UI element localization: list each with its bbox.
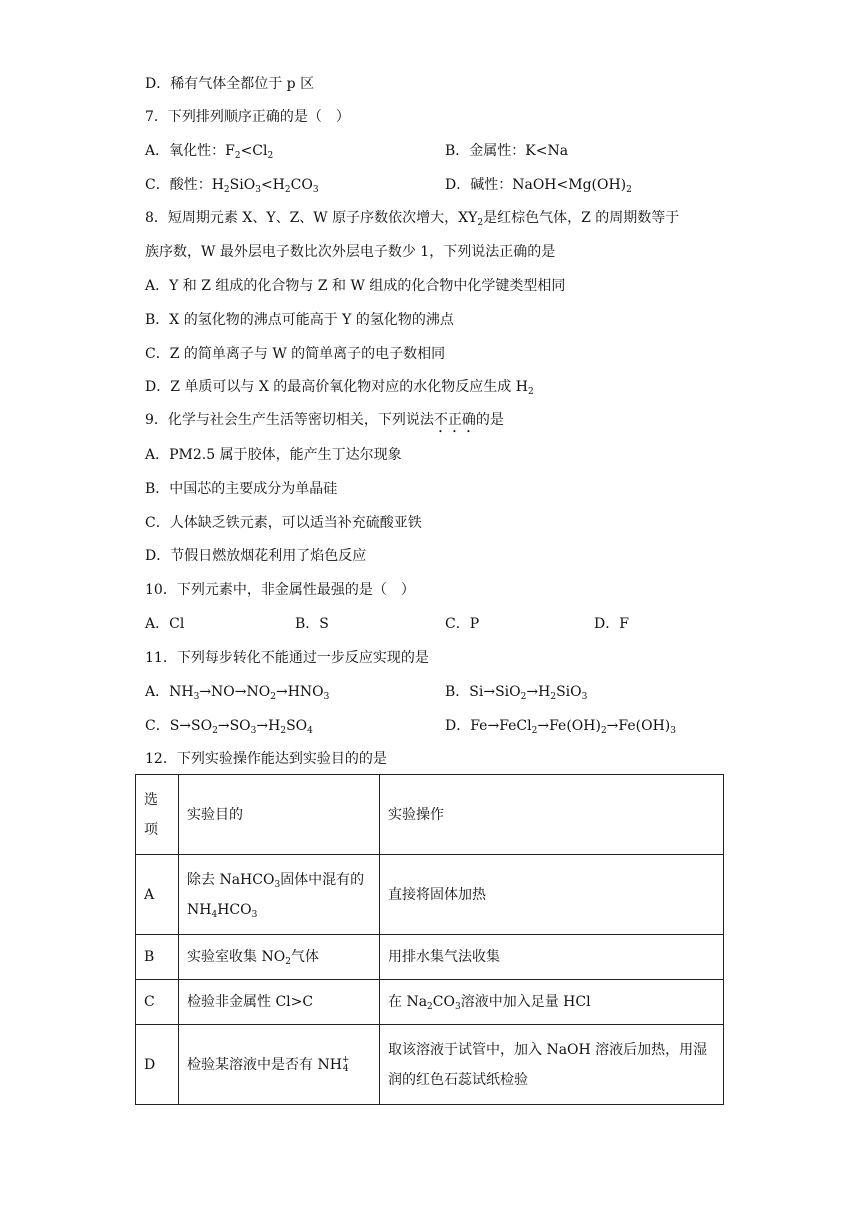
row-a-option: A — [136, 855, 179, 935]
q7-option-d: D．碱性：$NaOH<Mg(OH)_2$ — [445, 177, 632, 195]
q7-option-b: B．金属性：K<Na — [445, 143, 569, 159]
table-row — [136, 980, 724, 1025]
q8-option-a: A．Y 和 Z 组成的化合物与 Z 和 W 组成的化合物中化学键类型相同 — [145, 278, 566, 294]
q11-stem: 11．下列每步转化不能通过一步反应实现的是 — [145, 650, 429, 666]
q9-option-d: D．节假日燃放烟花利用了焰色反应 — [145, 548, 367, 564]
row-b-option: B — [136, 935, 179, 980]
q7-option-c: C．酸性：$H_2SiO_3<H_2CO_3$ — [145, 177, 319, 195]
row-d-operation: 取该溶液于试管中，加入 NaOH 溶液后加热，用湿 润的红色石蕊试纸检验 — [380, 1025, 724, 1105]
q10-option-d: D．F — [594, 616, 629, 632]
q12-table — [135, 774, 724, 1105]
q8-stem-line1: 8．短周期元素 X、Y、Z、W 原子序数依次增大，$XY_2$是红棕色气体，Z 的周期数等于 — [145, 210, 680, 228]
row-c-operation: 在 $Na_2CO_3$溶液中加入足量 HCl — [380, 980, 724, 1025]
header-operation: 实验操作 — [380, 775, 724, 855]
table-row — [136, 855, 724, 935]
q8-stem-line2: 族序数，W 最外层电子数比次外层电子数少 1，下列说法正确的是 — [145, 244, 556, 260]
header-option: 选 项 — [136, 775, 179, 855]
q9-option-c: C．人体缺乏铁元素，可以适当补充硫酸亚铁 — [145, 515, 422, 531]
q12-stem: 12．下列实验操作能达到实验目的的是 — [145, 751, 387, 767]
row-d-purpose: 检验某溶液中是否有 NH+ 4 — [179, 1025, 380, 1105]
row-b-operation: 用排水集气法收集 — [380, 935, 724, 980]
table-header-row — [136, 775, 724, 855]
row-b-purpose: 实验室收集 $NO_2$气体 — [179, 935, 380, 980]
table-row — [136, 935, 724, 980]
q8-option-c: C．Z 的简单离子与 W 的简单离子的电子数相同 — [145, 346, 446, 362]
table-row — [136, 1025, 724, 1105]
q10-stem: 10．下列元素中，非金属性最强的是（ ） — [145, 582, 415, 598]
q8-option-b: B．X 的氢化物的沸点可能高于 Y 的氢化物的沸点 — [145, 312, 454, 328]
q10-option-a: A．Cl — [145, 616, 185, 632]
q9-option-b: B．中国芯的主要成分为单晶硅 — [145, 481, 338, 497]
q11-option-a: A．$NH_3\to NO\to NO_2\to HNO_3$ — [145, 684, 330, 702]
q7-option-a: A．氧化性：$F_2<Cl_2$ — [145, 143, 274, 161]
q6-option-d: D．稀有气体全都位于 p 区 — [145, 76, 315, 92]
row-a-operation: 直接将固体加热 — [380, 855, 724, 935]
q7-stem: 7．下列排列顺序正确的是（ ） — [145, 109, 350, 125]
row-a-purpose: 除去 NaHCO$_3$固体中混有的 $NH_4HCO_3$ — [179, 855, 380, 935]
q10-option-b: B．S — [295, 616, 329, 632]
q8-option-d: D．Z 单质可以与 X 的最高价氧化物对应的水化物反应生成 $H_2$ — [145, 379, 534, 397]
emphasis-not-correct: 不正确 — [433, 412, 476, 428]
q9-stem: 9．化学与社会生产生活等密切相关，下列说法不正确的是 — [145, 412, 504, 428]
row-d-option: D — [136, 1025, 179, 1105]
row-c-purpose: 检验非金属性 Cl>C — [179, 980, 380, 1025]
row-c-option: C — [136, 980, 179, 1025]
q11-option-d: D．$Fe\to FeCl_2\to Fe(OH)_2\to Fe(OH)_3$ — [445, 718, 676, 736]
q11-option-c: C．$S\to SO_2\to SO_3\to H_2SO_4$ — [145, 718, 313, 736]
q9-option-a: A．PM2.5 属于胶体，能产生丁达尔现象 — [145, 447, 402, 463]
q10-option-c: C．P — [445, 616, 480, 632]
q11-option-b: B．$Si\to SiO_2\to H_2SiO_3$ — [445, 684, 588, 702]
header-purpose: 实验目的 — [179, 775, 380, 855]
